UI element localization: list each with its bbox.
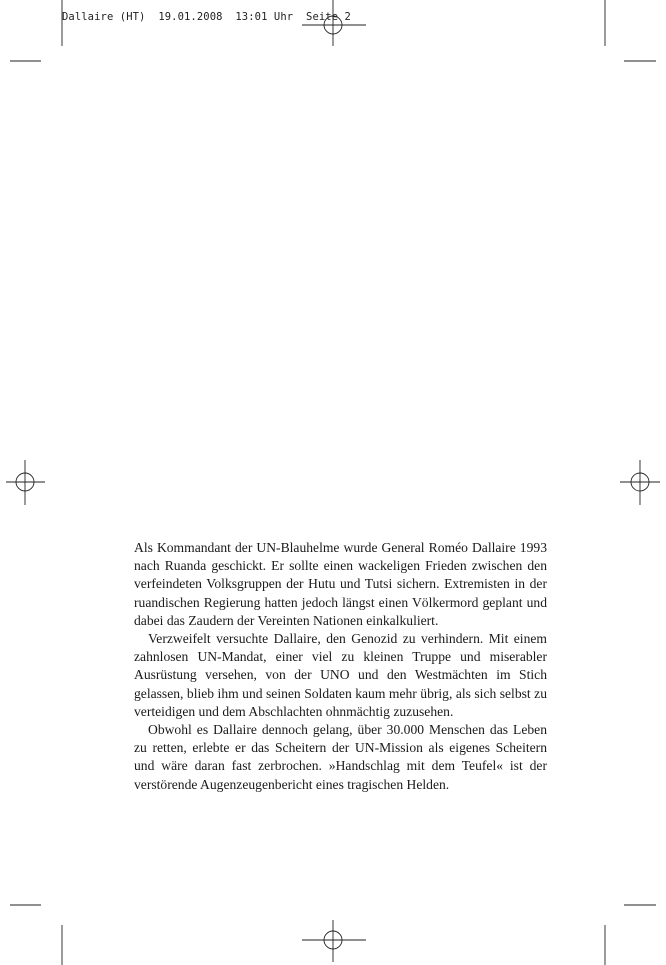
book-blurb: [134, 539, 547, 794]
registration-mark-left: [6, 460, 45, 505]
registration-mark-top: [302, 0, 366, 46]
blurb-paragraph-3: Obwohl es Dallaire dennoch gelang, über 30.000 Menschen das Leben zu retten, erlebte er das Scheitern der UN-Mission als eigenes Scheitern und wäre daran fast zerbrochen. »Handschlag mit dem Teufel« ist der verstörende Augenzeugenbericht eines tragischen Helden.: [134, 722, 547, 792]
registration-mark-bottom: [302, 920, 366, 962]
print-slug-line: Dallaire (HT) 19.01.2008 13:01 Uhr Seite 2: [62, 11, 351, 23]
blurb-paragraph-2: Verzweifelt versuchte Dallaire, den Genozid zu verhindern. Mit einem zahnlosen UN-Mandat, einer viel zu kleinen Truppe und miserabler Ausrüstung versehen, von der UNO und den Westmächten im Stich gelassen, blieb ihm und seinen Soldaten kaum mehr übrig, als sich selbst zu verteidigen und dem Abschlachten ohnmächtig zuzusehen.: [134, 631, 547, 719]
registration-mark-right: [620, 460, 660, 505]
blurb-paragraph-1: Als Kommandant der UN-Blauhelme wurde General Roméo Dallaire 1993 nach Ruanda geschickt. Er sollte einen wackeligen Frieden zwischen den verfeindeten Volksgruppen der Hutu und Tutsi sichern. Extremisten in der ruandischen Regierung hatten jedoch längst einen Völkermord geplant und dabei das Zaudern der Vereinten Nationen einkalkuliert.: [134, 540, 547, 628]
